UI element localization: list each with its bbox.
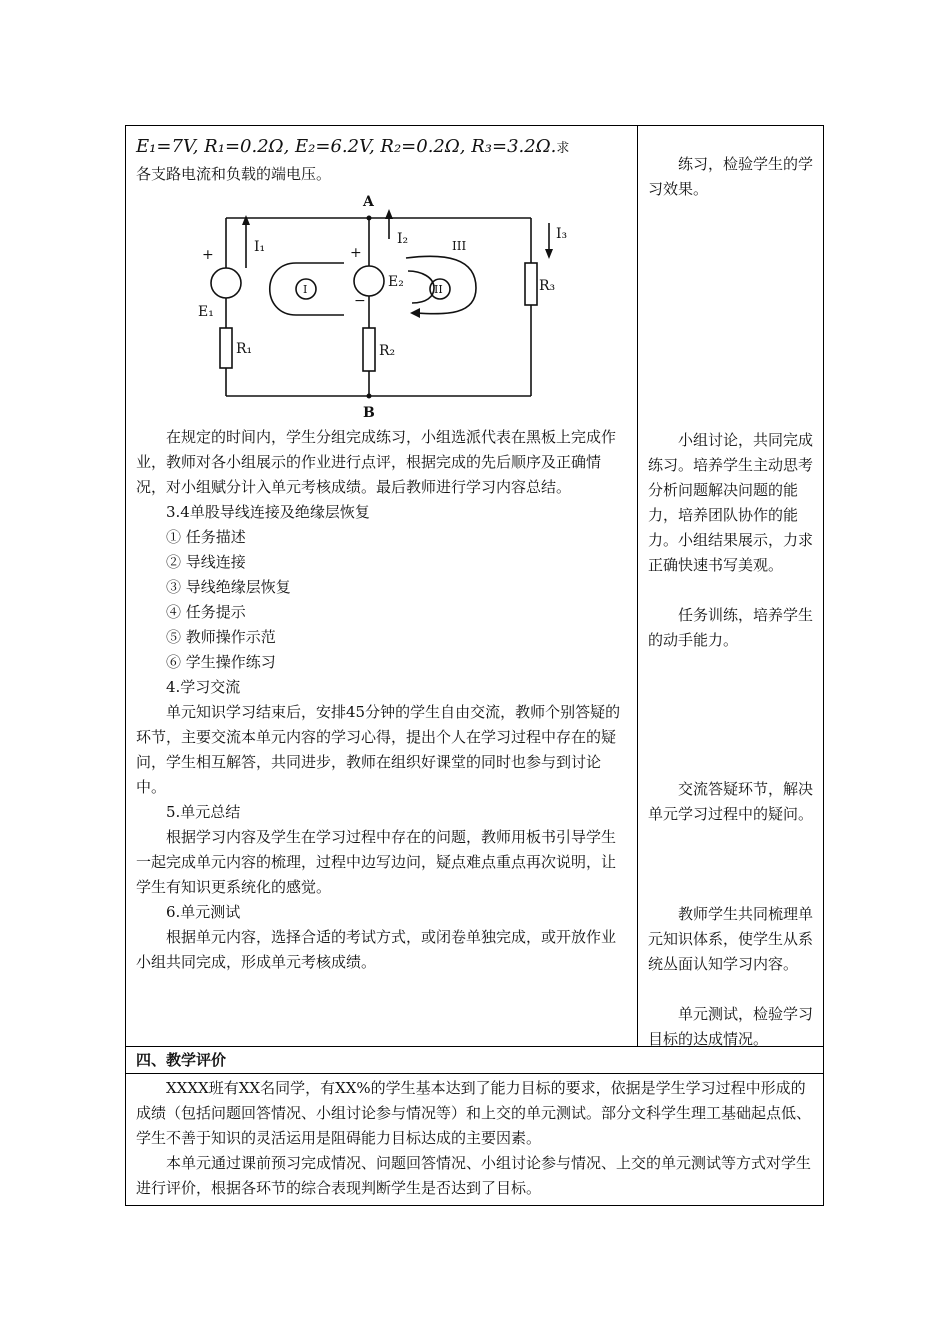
note-exchange: 交流答疑环节，解决单元学习过程中的疑问。	[648, 780, 814, 823]
loop-2-label: II	[434, 283, 443, 296]
note-unit-test: 单元测试，检验学习目标的达成情况。	[648, 1005, 814, 1048]
e2-plus-sign: +	[350, 245, 362, 261]
problem-formula	[136, 134, 629, 162]
purpose-column	[638, 126, 823, 1046]
lesson-table	[125, 125, 824, 1206]
current-i3-label: I₃	[556, 226, 568, 242]
practice-paragraph: 在规定的时间内，学生分组完成练习，小组选派代表在黑板上完成作业，教师对各小组展示的作业进行点评，根据完成的先后顺序及正确情况，对小组赋分计入单元考核成绩。最后教师进行学习内容总结。	[136, 428, 617, 496]
section-4-heading: 4.学习交流	[166, 678, 241, 696]
list-item: ① 任务描述	[166, 528, 246, 546]
formula-values: E₁=7V, R₁=0.2Ω, E₂=6.2V, R₂=0.2Ω, R₃=3.2Ω.	[136, 136, 557, 157]
list-item: ④ 任务提示	[166, 603, 246, 621]
content-row	[126, 126, 823, 1047]
section-4-paragraph: 单元知识学习结束后，安排45分钟的学生自由交流，教师个别答疑的环节，主要交流本单元内容的学习心得，提出个人在学习过程中存在的疑问，学生相互解答，共同进步，教师在组织好课堂的同时也参与到讨论中。	[136, 703, 621, 796]
section-6-heading: 6.单元测试	[166, 903, 241, 921]
source-e1-label: E₁	[198, 304, 214, 320]
current-i2-label: I₂	[397, 231, 409, 247]
node-a-label: A	[363, 194, 374, 210]
loop-3-label: III	[452, 239, 467, 253]
resistor-r3-label: R₃	[539, 278, 556, 294]
e1-plus-sign: +	[202, 247, 214, 263]
evaluation-heading: 四、教学评价	[126, 1047, 823, 1074]
source-e2-symbol	[354, 266, 384, 296]
note-task-training: 任务训练，培养学生的动手能力。	[648, 606, 814, 649]
source-e1-symbol	[211, 268, 241, 298]
e2-minus-sign: −	[354, 293, 366, 309]
section-5-paragraph: 根据学习内容及学生在学习过程中存在的问题，教师用板书引导学生一起完成单元内容的梳理，过程中边写边问，疑点难点重点再次说明，让学生有知识更系统化的感觉。	[136, 828, 617, 896]
section-6-paragraph: 根据单元内容，选择合适的考试方式，或闭卷单独完成，或开放作业小组共同完成，形成单元考核成绩。	[136, 928, 617, 971]
question-text: 各支路电流和负载的端电压。	[136, 165, 332, 183]
note-group-discussion: 小组讨论，共同完成练习。培养学生主动思考分析问题解决问题的能力，培养团队协作的能力。小组结果展示，力求正确快速书写美观。	[648, 431, 814, 574]
source-e2-label: E₂	[388, 274, 404, 290]
list-item: ② 导线连接	[166, 553, 246, 571]
activity-column	[126, 126, 638, 1046]
loop-1-label: I	[303, 283, 308, 296]
node-b-label: B	[363, 405, 375, 421]
list-item: ⑥ 学生操作练习	[166, 653, 276, 671]
note-summary: 教师学生共同梳理单元知识体系，使学生从系统丛面认知学习内容。	[648, 905, 814, 973]
resistor-r2-label: R₂	[379, 343, 396, 359]
section-3-4-heading: 3.4单股导线连接及绝缘层恢复	[166, 503, 370, 521]
evaluation-paragraph-1: XXXX班有XX名同学，有XX%的学生基本达到了能力目标的要求，依据是学生学习过程中形成的成绩（包括问题回答情况、小组讨论参与情况等）和上交的单元测试。部分文科学生理工基础起点低、学生不善于知识的灵活运用是阻碍能力目标达成的主要因素。	[136, 1079, 812, 1147]
list-item: ⑤ 教师操作示范	[166, 628, 276, 646]
section-5-heading: 5.单元总结	[166, 803, 241, 821]
formula-suffix: 求	[556, 141, 570, 156]
resistor-r1-label: R₁	[236, 341, 253, 357]
note-practice: 练习，检验学生的学习效果。	[648, 155, 814, 198]
list-item: ③ 导线绝缘层恢复	[166, 578, 291, 596]
evaluation-paragraph-2: 本单元通过课前预习完成情况、问题回答情况、小组讨论参与情况、上交的单元测试等方式对学生进行评价，根据各环节的综合表现判断学生是否达到了目标。	[136, 1154, 812, 1197]
evaluation-body	[126, 1074, 823, 1205]
circuit-diagram	[176, 193, 568, 421]
current-i1-label: I₁	[254, 239, 266, 255]
